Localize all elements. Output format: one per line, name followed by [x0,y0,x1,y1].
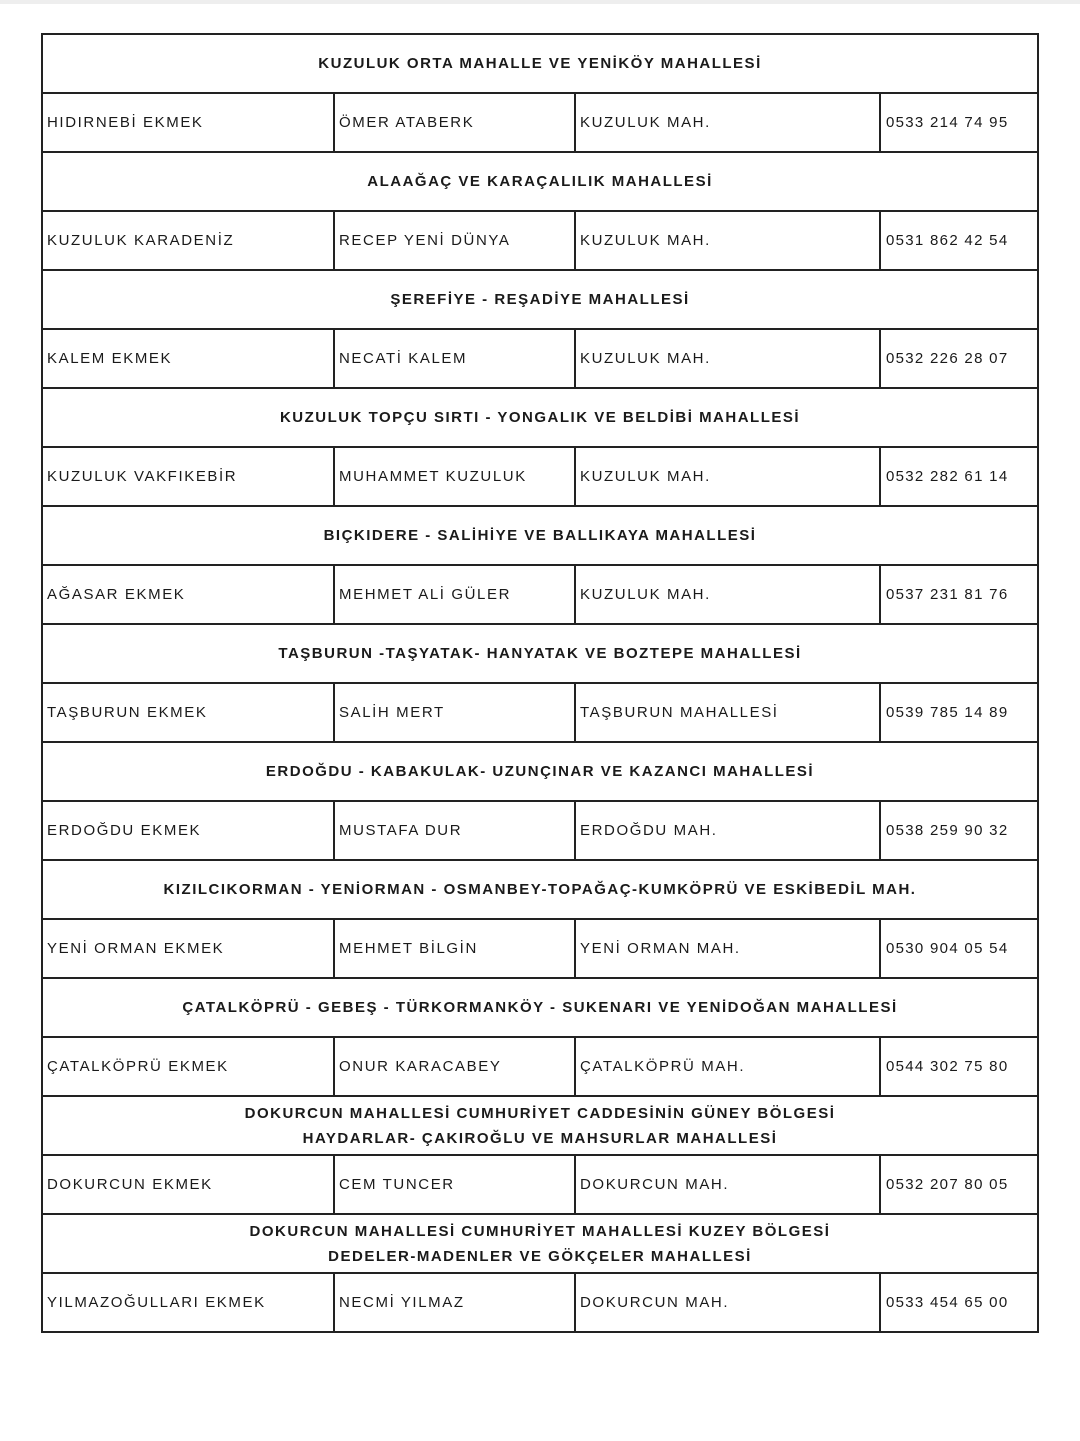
location-cell: ERDOĞDU MAH. [575,801,880,860]
owner-name-cell: CEM TUNCER [334,1155,575,1214]
section-header-row [42,270,1038,329]
neighborhood-header-line: TAŞBURUN -TAŞYATAK- HANYATAK VE BOZTEPE MAHALLESİ [278,645,802,662]
section-header-row [42,34,1038,93]
neighborhood-header [42,624,1038,683]
neighborhood-header-line: ŞEREFİYE - REŞADİYE MAHALLESİ [390,291,690,308]
bakery-directory-table [41,33,1039,1333]
phone-cell: 0539 785 14 89 [880,683,1038,742]
bakery-name-cell: KALEM EKMEK [42,329,334,388]
location-cell: DOKURCUN MAH. [575,1155,880,1214]
table-row [42,1273,1038,1332]
neighborhood-header-line: ERDOĞDU - KABAKULAK- UZUNÇINAR VE KAZANCI MAHALLESİ [265,763,815,780]
neighborhood-header-line: BIÇKIDERE - SALİHİYE VE BALLIKAYA MAHALLESİ [323,527,757,544]
neighborhood-header-line: KIZILCIKORMAN - YENİORMAN - OSMANBEY-TOPAĞAÇ-KUMKÖPRÜ VE ESKİBEDİL MAH. [163,881,917,898]
neighborhood-header-line: DOKURCUN MAHALLESİ CUMHURİYET MAHALLESİ KUZEY BÖLGESİ [249,1222,831,1240]
table-row [42,211,1038,270]
neighborhood-header [42,1214,1038,1273]
neighborhood-header [42,860,1038,919]
owner-name-cell: ÖMER ATABERK [334,93,575,152]
owner-name-cell: NECMİ YILMAZ [334,1273,575,1332]
neighborhood-header [42,1096,1038,1155]
table-row [42,447,1038,506]
neighborhood-header-line: KUZULUK ORTA MAHALLE VE YENİKÖY MAHALLESİ [318,55,762,72]
bakery-name-cell: ÇATALKÖPRÜ EKMEK [42,1037,334,1096]
section-header-row [42,860,1038,919]
bakery-name-cell: YILMAZOĞULLARI EKMEK [42,1273,334,1332]
location-cell: KUZULUK MAH. [575,329,880,388]
section-header-row [42,1096,1038,1155]
phone-cell: 0544 302 75 80 [880,1037,1038,1096]
owner-name-cell: MUSTAFA DUR [334,801,575,860]
bakery-name-cell: YENİ ORMAN EKMEK [42,919,334,978]
neighborhood-header-line: KUZULUK TOPÇU SIRTI - YONGALIK VE BELDİBİ MAHALLESİ [279,409,801,426]
table-row [42,93,1038,152]
neighborhood-header [42,270,1038,329]
table-row [42,919,1038,978]
bakery-name-cell: KUZULUK VAKFIKEBİR [42,447,334,506]
owner-name-cell: RECEP YENİ DÜNYA [334,211,575,270]
owner-name-cell: ONUR KARACABEY [334,1037,575,1096]
section-header-row [42,152,1038,211]
neighborhood-header-line: ALAAĞAÇ VE KARAÇALILIK MAHALLESİ [367,173,713,190]
phone-cell: 0531 862 42 54 [880,211,1038,270]
section-header-row [42,388,1038,447]
neighborhood-header-line: DOKURCUN MAHALLESİ CUMHURİYET CADDESİNİN GÜNEY BÖLGESİ [244,1104,836,1122]
owner-name-cell: NECATİ KALEM [334,329,575,388]
location-cell: KUZULUK MAH. [575,93,880,152]
owner-name-cell: MEHMET BİLGİN [334,919,575,978]
table-row [42,1037,1038,1096]
neighborhood-header [42,152,1038,211]
section-header-row [42,978,1038,1037]
phone-cell: 0532 207 80 05 [880,1155,1038,1214]
owner-name-cell: MEHMET ALİ GÜLER [334,565,575,624]
bakery-name-cell: TAŞBURUN EKMEK [42,683,334,742]
phone-cell: 0533 214 74 95 [880,93,1038,152]
location-cell: KUZULUK MAH. [575,447,880,506]
bakery-name-cell: DOKURCUN EKMEK [42,1155,334,1214]
bakery-name-cell: AĞASAR EKMEK [42,565,334,624]
table-row [42,1155,1038,1214]
phone-cell: 0533 454 65 00 [880,1273,1038,1332]
neighborhood-header-line: DEDELER-MADENLER VE GÖKÇELER MAHALLESİ [328,1247,752,1265]
phone-cell: 0538 259 90 32 [880,801,1038,860]
bakery-name-cell: HIDIRNEBİ EKMEK [42,93,334,152]
neighborhood-header [42,388,1038,447]
phone-cell: 0532 282 61 14 [880,447,1038,506]
owner-name-cell: SALİH MERT [334,683,575,742]
neighborhood-header-line: HAYDARLAR- ÇAKIROĞLU VE MAHSURLAR MAHALLESİ [302,1129,778,1147]
location-cell: TAŞBURUN MAHALLESİ [575,683,880,742]
table-row [42,683,1038,742]
phone-cell: 0532 226 28 07 [880,329,1038,388]
location-cell: KUZULUK MAH. [575,211,880,270]
neighborhood-header-line: ÇATALKÖPRÜ - GEBEŞ - TÜRKORMANKÖY - SUKENARI VE YENİDOĞAN MAHALLESİ [182,999,898,1016]
top-border-strip [0,0,1080,4]
neighborhood-header [42,978,1038,1037]
section-header-row [42,506,1038,565]
phone-cell: 0530 904 05 54 [880,919,1038,978]
neighborhood-header [42,506,1038,565]
location-cell: ÇATALKÖPRÜ MAH. [575,1037,880,1096]
neighborhood-header [42,742,1038,801]
table-row [42,329,1038,388]
location-cell: YENİ ORMAN MAH. [575,919,880,978]
bakery-name-cell: ERDOĞDU EKMEK [42,801,334,860]
bakery-name-cell: KUZULUK KARADENİZ [42,211,334,270]
owner-name-cell: MUHAMMET KUZULUK [334,447,575,506]
neighborhood-header [42,34,1038,93]
table-row [42,801,1038,860]
location-cell: DOKURCUN MAH. [575,1273,880,1332]
table-body [42,34,1038,1332]
section-header-row [42,624,1038,683]
table-row [42,565,1038,624]
section-header-row [42,1214,1038,1273]
location-cell: KUZULUK MAH. [575,565,880,624]
section-header-row [42,742,1038,801]
phone-cell: 0537 231 81 76 [880,565,1038,624]
